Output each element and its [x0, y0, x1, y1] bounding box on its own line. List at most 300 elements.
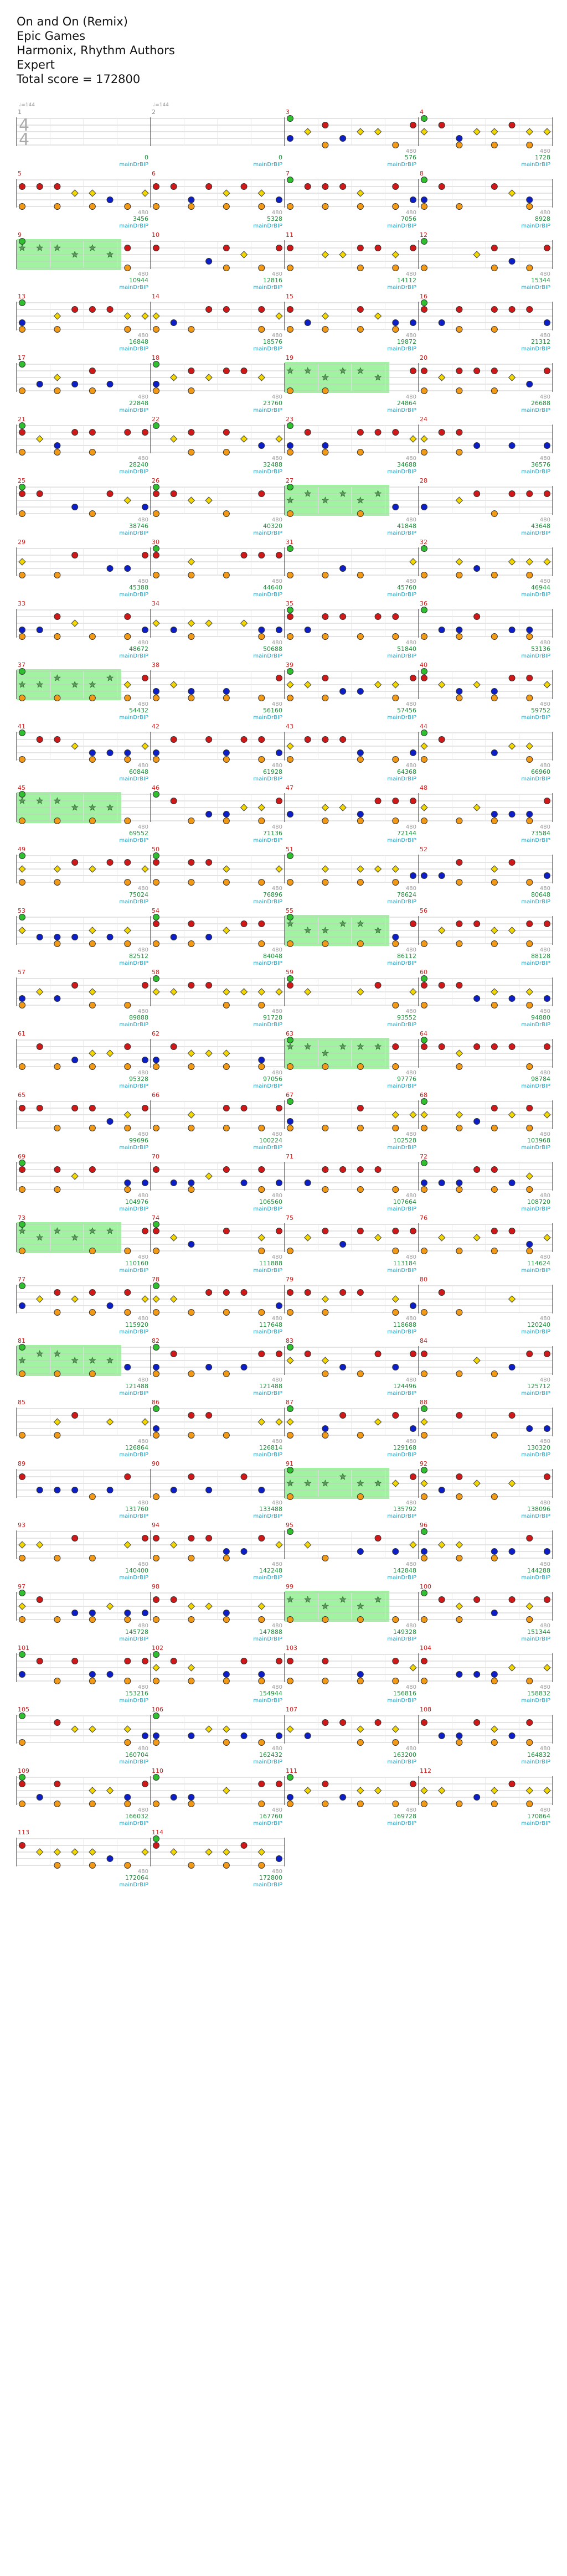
- cymbal-note-icon: [544, 1787, 550, 1794]
- gem-note-icon: [509, 1180, 515, 1186]
- multiplier-value: 480: [271, 947, 282, 953]
- gem-note-icon: [421, 239, 427, 245]
- multiplier-value: 480: [539, 1439, 550, 1445]
- gem-note-icon: [188, 1794, 194, 1801]
- gem-note-icon: [125, 634, 131, 640]
- gem-note-icon: [19, 757, 25, 763]
- gem-note-icon: [375, 1351, 381, 1357]
- measure-score: 129168: [393, 1444, 416, 1451]
- measure-number: 111: [286, 1767, 297, 1775]
- gem-note-icon: [241, 1180, 247, 1186]
- section-marker: mainDrBIP: [521, 1513, 550, 1519]
- measure-89: [17, 1460, 151, 1519]
- gem-note-icon: [287, 1432, 293, 1439]
- gem-note-icon: [153, 388, 159, 394]
- multiplier-value: 480: [539, 1684, 550, 1690]
- measure-56: [419, 907, 553, 966]
- gem-note-icon: [153, 750, 159, 756]
- cymbal-note-icon: [171, 374, 177, 381]
- gem-note-icon: [19, 1222, 25, 1228]
- cymbal-note-icon: [205, 497, 212, 504]
- measure-number: 95: [286, 1522, 293, 1529]
- measure-number: 103: [286, 1644, 297, 1652]
- gem-note-icon: [393, 1617, 399, 1623]
- gem-note-icon: [54, 1432, 60, 1439]
- cymbal-note-icon: [456, 497, 462, 504]
- cymbal-note-icon: [305, 989, 311, 995]
- measure-number: 73: [18, 1214, 25, 1222]
- cymbal-note-icon: [205, 1849, 212, 1855]
- gem-note-icon: [19, 695, 25, 701]
- measure-number: 15: [286, 293, 293, 300]
- section-marker: mainDrBIP: [521, 960, 550, 966]
- gem-note-icon: [19, 204, 25, 210]
- section-marker: mainDrBIP: [119, 285, 148, 291]
- measure-number: 109: [18, 1767, 29, 1775]
- gem-note-icon: [188, 1863, 194, 1869]
- measure-number: 110: [152, 1767, 163, 1775]
- measure-96: [419, 1522, 553, 1581]
- cymbal-note-icon: [439, 681, 445, 688]
- measure-number: 90: [152, 1460, 159, 1467]
- gem-note-icon: [322, 572, 328, 578]
- gem-note-icon: [19, 1474, 25, 1480]
- section-marker: mainDrBIP: [119, 1759, 148, 1765]
- gem-note-icon: [206, 1413, 212, 1419]
- multiplier-value: 480: [405, 456, 416, 462]
- gem-note-icon: [54, 184, 60, 190]
- cymbal-note-icon: [509, 190, 516, 196]
- cymbal-note-icon: [544, 558, 550, 565]
- measure-score: 167760: [259, 1813, 282, 1820]
- measure-number: 92: [420, 1460, 427, 1467]
- measure-score: 156816: [393, 1690, 416, 1697]
- gem-note-icon: [474, 443, 480, 449]
- cymbal-note-icon: [339, 804, 346, 811]
- measure-number: 44: [420, 723, 427, 730]
- gem-note-icon: [287, 204, 293, 210]
- section-marker: mainDrBIP: [521, 776, 550, 782]
- section-marker: mainDrBIP: [119, 837, 148, 844]
- multiplier-value: 480: [539, 886, 550, 892]
- cymbal-note-icon: [89, 1849, 96, 1855]
- measure-score: 149328: [393, 1628, 416, 1636]
- multiplier-value: 480: [137, 1254, 148, 1260]
- gem-note-icon: [544, 873, 550, 879]
- gem-note-icon: [456, 307, 462, 313]
- gem-note-icon: [125, 1002, 131, 1008]
- cymbal-note-icon: [410, 989, 416, 995]
- section-marker: mainDrBIP: [253, 223, 282, 229]
- gem-note-icon: [410, 368, 416, 374]
- gem-note-icon: [259, 1057, 265, 1063]
- gem-note-icon: [37, 1105, 43, 1111]
- gem-note-icon: [125, 430, 131, 436]
- cymbal-note-icon: [223, 1050, 230, 1057]
- gem-note-icon: [340, 1413, 346, 1419]
- cymbal-note-icon: [421, 1419, 427, 1425]
- cymbal-note-icon: [305, 681, 311, 688]
- gem-note-icon: [322, 1658, 328, 1664]
- gem-note-icon: [72, 307, 78, 313]
- bpm-label: ♩=144: [153, 102, 169, 108]
- gem-note-icon: [393, 1228, 399, 1234]
- measure-7: [285, 170, 419, 229]
- gem-note-icon: [37, 1597, 43, 1603]
- gem-note-icon: [421, 265, 427, 271]
- measure-score: 114624: [527, 1260, 550, 1267]
- measure-number: 6: [152, 170, 156, 177]
- measure-number: 54: [152, 907, 159, 914]
- gem-note-icon: [421, 1406, 427, 1412]
- gem-note-icon: [322, 880, 328, 886]
- gem-note-icon: [544, 1044, 550, 1050]
- cymbal-note-icon: [241, 620, 248, 627]
- gem-note-icon: [527, 1426, 533, 1432]
- cymbal-note-icon: [491, 1787, 498, 1794]
- cymbal-note-icon: [526, 1173, 533, 1180]
- cymbal-note-icon: [375, 1419, 382, 1425]
- section-marker: mainDrBIP: [119, 1145, 148, 1151]
- measure-score: 44640: [263, 584, 282, 591]
- gem-note-icon: [19, 1617, 25, 1623]
- section-marker: mainDrBIP: [521, 162, 550, 168]
- section-marker: mainDrBIP: [387, 1390, 416, 1396]
- gem-note-icon: [259, 307, 265, 313]
- gem-note-icon: [89, 757, 95, 763]
- measure-18: [151, 354, 285, 413]
- measure-score: 60848: [129, 768, 148, 775]
- measure-number: 17: [18, 354, 25, 361]
- multiplier-value: 480: [137, 701, 148, 707]
- gem-note-icon: [544, 368, 550, 374]
- gem-note-icon: [287, 1617, 293, 1623]
- gem-note-icon: [393, 934, 399, 940]
- multiplier-value: 480: [539, 271, 550, 277]
- gem-note-icon: [544, 996, 550, 1002]
- gem-note-icon: [72, 1105, 78, 1111]
- gem-note-icon: [287, 1290, 293, 1296]
- gem-note-icon: [527, 142, 533, 148]
- cymbal-note-icon: [339, 251, 346, 258]
- cymbal-note-icon: [509, 1296, 516, 1302]
- gem-note-icon: [421, 730, 427, 736]
- measure-score: 5328: [267, 215, 282, 223]
- multiplier-value: 480: [539, 456, 550, 462]
- cymbal-note-icon: [241, 804, 248, 811]
- gem-note-icon: [19, 627, 25, 633]
- gem-note-icon: [305, 627, 311, 633]
- gem-note-icon: [19, 1781, 25, 1787]
- gem-note-icon: [241, 368, 247, 374]
- measure-number: 47: [286, 784, 293, 792]
- gem-note-icon: [188, 368, 194, 374]
- measure-number: 107: [286, 1706, 297, 1713]
- gem-note-icon: [410, 921, 416, 927]
- section-marker: mainDrBIP: [521, 1022, 550, 1028]
- gem-note-icon: [54, 818, 60, 824]
- cymbal-note-icon: [258, 989, 265, 995]
- gem-note-icon: [89, 1617, 95, 1623]
- gem-note-icon: [393, 1801, 399, 1807]
- gem-note-icon: [259, 1248, 265, 1254]
- gem-note-icon: [259, 443, 265, 449]
- section-marker: mainDrBIP: [119, 715, 148, 721]
- gem-note-icon: [153, 689, 159, 695]
- measure-number: 5: [18, 170, 22, 177]
- gem-note-icon: [188, 1413, 194, 1419]
- measure-score: 71136: [263, 830, 282, 837]
- measure-50: [151, 846, 285, 905]
- measure-score: 102528: [393, 1137, 416, 1144]
- multiplier-value: 480: [539, 947, 550, 953]
- measure-score: 145728: [125, 1628, 148, 1636]
- gem-note-icon: [223, 1432, 229, 1439]
- gem-note-icon: [287, 1344, 293, 1351]
- measure-score: 99696: [129, 1137, 148, 1144]
- measure-number: 99: [286, 1583, 293, 1590]
- gem-note-icon: [89, 1863, 95, 1869]
- cymbal-note-icon: [509, 743, 516, 749]
- cymbal-note-icon: [153, 620, 159, 627]
- gem-note-icon: [509, 307, 515, 313]
- measure-number: 46: [152, 784, 159, 792]
- gem-note-icon: [107, 1856, 113, 1862]
- gem-note-icon: [89, 1125, 95, 1131]
- gem-note-icon: [421, 1248, 427, 1254]
- multiplier-value: 480: [405, 701, 416, 707]
- gem-note-icon: [509, 1364, 515, 1370]
- measure-41: [17, 723, 151, 782]
- measure-number: 86: [152, 1399, 159, 1406]
- gem-note-icon: [509, 122, 515, 128]
- gem-note-icon: [393, 430, 399, 436]
- measure-number: 77: [18, 1276, 25, 1283]
- measure-score: 21312: [531, 338, 550, 345]
- gem-note-icon: [410, 245, 416, 251]
- gem-note-icon: [89, 449, 95, 456]
- section-marker: mainDrBIP: [387, 530, 416, 536]
- gem-note-icon: [153, 1310, 159, 1316]
- measure-20: [419, 354, 553, 413]
- gem-note-icon: [421, 1617, 427, 1623]
- gem-note-icon: [322, 695, 328, 701]
- measure-number: 88: [420, 1399, 427, 1406]
- section-marker: mainDrBIP: [387, 407, 416, 413]
- cymbal-note-icon: [171, 1234, 177, 1241]
- gem-note-icon: [19, 996, 25, 1002]
- gem-note-icon: [125, 1801, 131, 1807]
- multiplier-value: 480: [271, 271, 282, 277]
- gem-note-icon: [142, 982, 148, 989]
- gem-note-icon: [259, 1125, 265, 1131]
- gem-note-icon: [527, 204, 533, 210]
- gem-note-icon: [544, 320, 550, 326]
- gem-note-icon: [509, 811, 515, 818]
- measure-number: 114: [152, 1829, 163, 1836]
- gem-note-icon: [509, 491, 515, 497]
- section-marker: mainDrBIP: [119, 1022, 148, 1028]
- gem-note-icon: [153, 1775, 159, 1781]
- measure-97: [17, 1583, 151, 1642]
- gem-note-icon: [241, 552, 247, 558]
- gem-note-icon: [421, 941, 427, 947]
- gem-note-icon: [188, 1180, 194, 1186]
- gem-note-icon: [456, 572, 462, 578]
- gem-note-icon: [322, 941, 328, 947]
- measure-score: 28240: [129, 461, 148, 468]
- gem-note-icon: [491, 1371, 497, 1377]
- measure-67: [285, 1092, 419, 1151]
- gem-note-icon: [153, 1801, 159, 1807]
- gem-note-icon: [287, 1064, 293, 1070]
- measure-number: 64: [420, 1030, 427, 1037]
- gem-note-icon: [223, 1740, 229, 1746]
- multiplier-value: 480: [137, 1439, 148, 1445]
- cymbal-note-icon: [142, 190, 148, 196]
- cymbal-note-icon: [71, 620, 78, 627]
- measure-number: 25: [18, 477, 25, 484]
- section-marker: mainDrBIP: [119, 469, 148, 475]
- cymbal-note-icon: [241, 436, 248, 442]
- gem-note-icon: [276, 197, 282, 203]
- gem-note-icon: [456, 1740, 462, 1746]
- cymbal-note-icon: [171, 436, 177, 442]
- gem-note-icon: [340, 136, 346, 142]
- gem-note-icon: [125, 1180, 131, 1186]
- section-marker: mainDrBIP: [521, 1268, 550, 1274]
- section-marker: mainDrBIP: [521, 653, 550, 659]
- gem-note-icon: [322, 1781, 328, 1787]
- gem-note-icon: [287, 757, 293, 763]
- measure-number: 3: [286, 108, 290, 116]
- section-marker: mainDrBIP: [119, 346, 148, 352]
- measure-number: 18: [152, 354, 159, 361]
- gem-note-icon: [223, 1863, 229, 1869]
- cymbal-note-icon: [205, 1726, 212, 1732]
- measure-score: 142848: [393, 1567, 416, 1574]
- gem-note-icon: [54, 1617, 60, 1623]
- gem-note-icon: [276, 1658, 282, 1664]
- gem-note-icon: [153, 1617, 159, 1623]
- multiplier-value: 480: [271, 824, 282, 830]
- gem-note-icon: [544, 1426, 550, 1432]
- gem-note-icon: [287, 245, 293, 251]
- gem-note-icon: [276, 1856, 282, 1862]
- gem-note-icon: [241, 737, 247, 743]
- gem-note-icon: [527, 675, 533, 681]
- gem-note-icon: [456, 941, 462, 947]
- gem-note-icon: [357, 430, 363, 436]
- measure-number: 100: [420, 1583, 431, 1590]
- cymbal-note-icon: [107, 1050, 114, 1057]
- gem-note-icon: [89, 634, 95, 640]
- section-marker: mainDrBIP: [521, 469, 550, 475]
- gem-note-icon: [287, 1467, 293, 1473]
- gem-note-icon: [259, 1617, 265, 1623]
- gem-note-icon: [72, 934, 78, 940]
- measure-number: 21: [18, 416, 25, 423]
- gem-note-icon: [421, 976, 427, 982]
- measure-91: [285, 1460, 419, 1519]
- gem-note-icon: [125, 614, 131, 620]
- gem-note-icon: [544, 443, 550, 449]
- gem-note-icon: [276, 1228, 282, 1234]
- measure-score: 43648: [531, 523, 550, 530]
- measure-43: [285, 723, 419, 782]
- measure-number: 28: [420, 477, 427, 484]
- gem-note-icon: [37, 1794, 43, 1801]
- cymbal-note-icon: [188, 1664, 194, 1671]
- gem-note-icon: [375, 1720, 381, 1726]
- cymbal-note-icon: [509, 374, 516, 381]
- measure-score: 121488: [259, 1383, 282, 1390]
- gem-note-icon: [393, 1549, 399, 1555]
- gem-note-icon: [439, 873, 445, 879]
- gem-note-icon: [439, 1597, 445, 1603]
- section-marker: mainDrBIP: [253, 1820, 282, 1827]
- gem-note-icon: [305, 737, 311, 743]
- measure-score: 111888: [259, 1260, 282, 1267]
- measure-77: [17, 1276, 151, 1335]
- measure-score: 16848: [129, 338, 148, 345]
- gem-note-icon: [287, 1529, 293, 1535]
- gem-note-icon: [474, 566, 480, 572]
- gem-note-icon: [509, 860, 515, 866]
- multiplier-value: 480: [137, 824, 148, 830]
- gem-note-icon: [491, 327, 497, 333]
- gem-note-icon: [223, 695, 229, 701]
- gem-note-icon: [259, 1167, 265, 1173]
- multiplier-value: 480: [137, 210, 148, 216]
- measure-number: 37: [18, 661, 25, 669]
- gem-note-icon: [491, 1228, 497, 1234]
- gem-note-icon: [19, 300, 25, 306]
- gem-note-icon: [19, 572, 25, 578]
- gem-note-icon: [456, 689, 462, 695]
- measure-33: [17, 600, 151, 659]
- gem-note-icon: [322, 634, 328, 640]
- gem-note-icon: [527, 197, 533, 203]
- gem-note-icon: [491, 1678, 497, 1684]
- cymbal-note-icon: [439, 1234, 445, 1241]
- gem-note-icon: [287, 811, 293, 818]
- gem-note-icon: [153, 1678, 159, 1684]
- cymbal-note-icon: [54, 866, 60, 872]
- measure-number: 104: [420, 1644, 431, 1652]
- gem-note-icon: [153, 941, 159, 947]
- gem-note-icon: [340, 184, 346, 190]
- gem-note-icon: [527, 1801, 533, 1807]
- multiplier-value: 480: [539, 148, 550, 154]
- section-marker: mainDrBIP: [387, 899, 416, 905]
- multiplier-value: 480: [539, 394, 550, 400]
- measure-number: 59: [286, 969, 293, 976]
- measure-number: 60: [420, 969, 427, 976]
- multiplier-value: 480: [271, 1623, 282, 1629]
- measure-72: [419, 1153, 553, 1212]
- gem-note-icon: [491, 265, 497, 271]
- gem-note-icon: [89, 388, 95, 394]
- multiplier-value: 480: [137, 1316, 148, 1322]
- gem-note-icon: [421, 1351, 427, 1357]
- measure-73: [17, 1214, 151, 1274]
- gem-note-icon: [527, 1535, 533, 1542]
- gem-note-icon: [491, 572, 497, 578]
- gem-note-icon: [241, 1843, 247, 1849]
- multiplier-value: 480: [405, 148, 416, 154]
- gem-note-icon: [153, 484, 159, 490]
